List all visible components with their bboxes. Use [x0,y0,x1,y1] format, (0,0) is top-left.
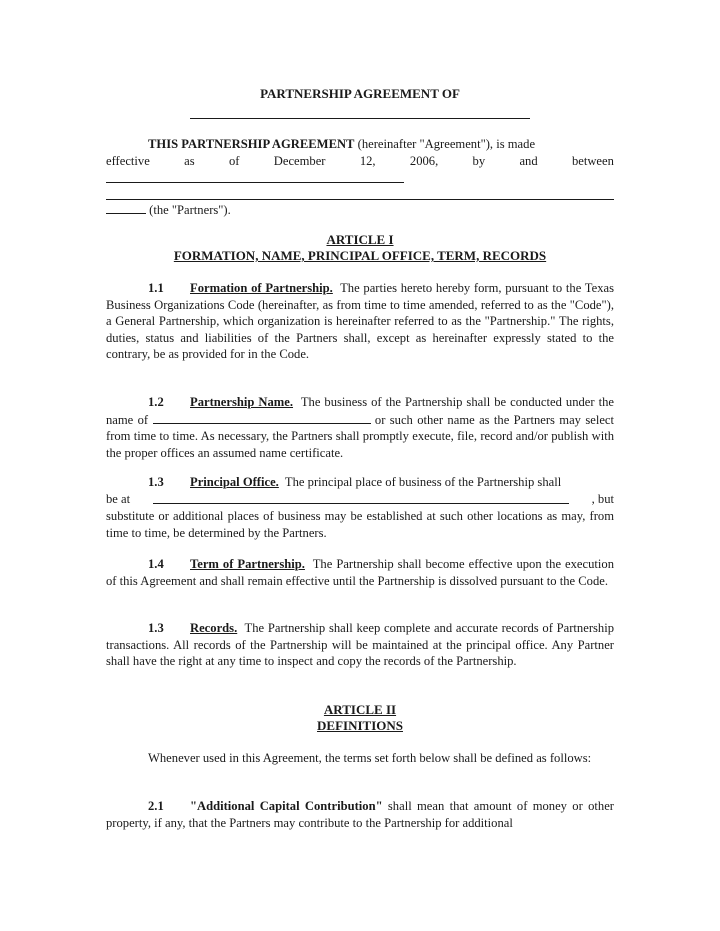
section-2-1 [106,798,614,831]
article-2-heading: DEFINITIONS [317,718,403,733]
section-1-3-title: Principal Office. [190,475,279,489]
section-1-2-number: 1.2 [148,395,164,409]
principal-office-blank [153,491,569,504]
section-2-1-text: shall mean that amount of money or other property, if any, that the Partners may contribute to the Partnership for additional [106,799,614,830]
intro-word: 2006, [409,154,439,168]
section-1-5-text: The Partnership shall keep complete and accurate records of Partnership transactions. All records of the Partnership will be maintained at the principal office. Any Partner shall have the right at any time to inspect and copy the records of the Partnership. [106,621,615,669]
article-1-heading: FORMATION, NAME, PRINCIPAL OFFICE, TERM, RECORDS [173,248,547,263]
section-1-3-but: , but [591,492,614,506]
section-1-2 [106,394,614,461]
article-1-label: ARTICLE I [326,232,394,247]
section-1-1-title: Formation of Partnership. [190,281,333,295]
partners-text: (the "Partners"). [149,203,231,217]
intro-line-1 [106,136,614,153]
section-1-5 [106,620,614,670]
intro-line-2 [106,153,614,170]
intro-word: as [184,154,195,168]
section-1-3-text-2: substitute or additional places of business may be established at such other locations as may, from time to time, be determined by the Partners. [106,509,614,540]
party-blank-short [106,201,146,214]
section-1-3-line-2 [106,491,614,508]
intro-word: by [472,154,486,168]
section-1-3 [106,474,614,491]
section-1-2-title: Partnership Name. [190,395,294,409]
intro-word: effective [106,154,150,168]
article-2-label: ARTICLE II [323,702,397,717]
section-1-1-text: The parties hereto hereby form, pursuant to the Texas Business Organizations Code (hereinafter, as from time to time amended, referred to as the "Code"), a General Partnership, which organization is hereinafter referred to as the "Partnership." The rights, duties, status and liabilities of the Partners shall, except as hereinafter expressly stated to the contrary, be as provided for in the Code. [106,281,614,362]
section-2-1-term: "Additional Capital Contribution" [190,799,383,813]
section-1-2-text-2: or such other name as the Partners may select from time to time. As necessary, the Partners shall promptly execute, file, record and/or publish with the proper offices an assumed name certificate. [106,412,615,460]
section-1-3-text-1: The principal place of business of the Partnership shall [284,475,562,489]
intro-word: and [519,154,538,168]
intro-word: between [571,154,614,168]
section-1-1 [106,280,614,363]
title-blank-line [190,118,530,119]
section-1-3-number: 1.3 [148,475,164,489]
section-1-4-title: Term of Partnership. [190,557,305,571]
party-blank-line-1 [106,182,404,183]
section-1-1-number: 1.1 [148,281,164,295]
section-1-5-title: Records. [190,621,238,635]
intro-word: 12, [359,154,376,168]
section-1-2-text-1: The business of the Partnership shall be conducted under the name of [106,395,614,427]
section-1-3-line-3 [106,508,614,541]
section-2-1-number: 2.1 [148,799,164,813]
intro-lead: THIS PARTNERSHIP AGREEMENT [148,137,355,151]
section-1-4 [106,556,614,589]
intro-line-3 [106,201,614,219]
document-title: PARTNERSHIP AGREEMENT OF [260,86,460,101]
section-1-5-number: 1.3 [148,621,164,635]
section-1-4-number: 1.4 [148,557,164,571]
intro-word: December [273,154,326,168]
article-2-intro: Whenever used in this Agreement, the terms set forth below shall be defined as follows: [148,751,592,765]
intro-rest: (hereinafter "Agreement"), is made [357,137,536,151]
intro-word: of [228,154,240,168]
party-blank-line-2 [106,199,614,200]
section-1-3-be-at: be at [106,492,131,506]
partnership-name-blank [153,411,371,424]
section-1-4-text: The Partnership shall become effective upon the execution of this Agreement and shall remain effective until the Partnership is dissolved pursuant to the Code. [106,557,615,588]
